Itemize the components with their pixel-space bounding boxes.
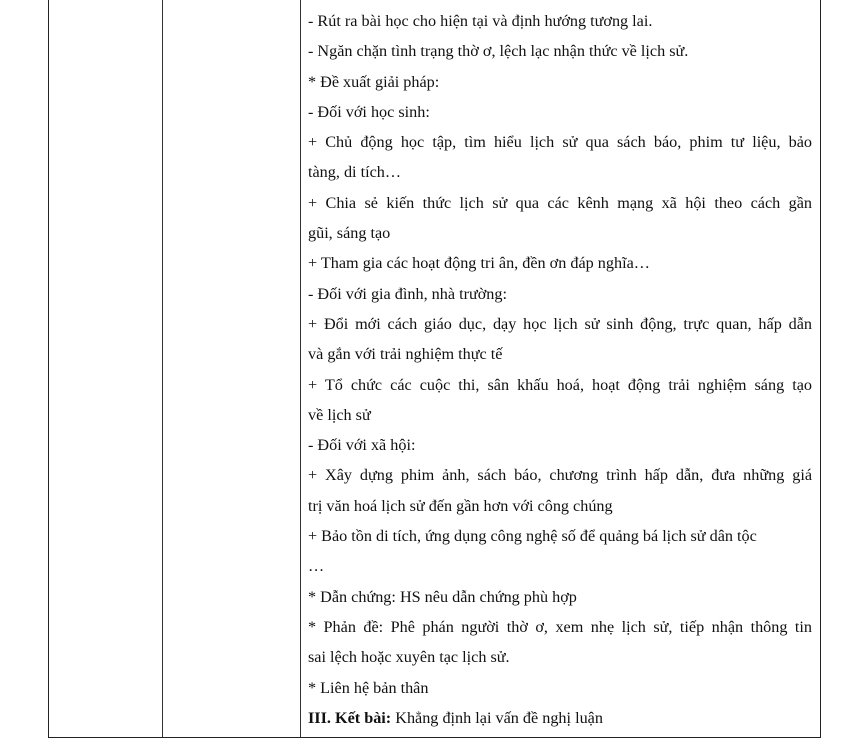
text-line: gũi, sáng tạo <box>308 224 391 243</box>
text-line: * Phản đề: Phê phán người thờ ơ, xem nhẹ lịch sử, tiếp nhận thông tin <box>308 617 812 636</box>
text-line: - Đối với xã hội: <box>308 436 416 455</box>
text-line: + Tham gia các hoạt động tri ân, đền ơn đáp nghĩa… <box>308 254 650 273</box>
text-line: + Tổ chức các cuộc thi, sân khấu hoá, hoạt động trải nghiệm sáng tạo <box>308 375 812 394</box>
text-line: và gắn với trải nghiệm thực tế <box>308 345 503 364</box>
text-line: … <box>308 557 325 576</box>
text-line: tàng, di tích… <box>308 163 402 182</box>
text-line: về lịch sử <box>308 405 371 424</box>
text-line: + Đổi mới cách giáo dục, dạy học lịch sử sinh động, trực quan, hấp dẫn <box>308 314 812 333</box>
text-line: * Đề xuất giải pháp: <box>308 72 440 91</box>
text-line: + Chủ động học tập, tìm hiểu lịch sử qua sách báo, phim tư liệu, bảo <box>308 133 812 152</box>
text-line: - Đối với học sinh: <box>308 102 430 121</box>
text-line: * Liên hệ bản thân <box>308 678 429 697</box>
conclusion-label: III. Kết bài: <box>308 708 392 727</box>
text-line: - Rút ra bài học cho hiện tại và định hướng tương lai. <box>308 12 653 30</box>
text-line: * Dẫn chứng: HS nêu dẫn chứng phù hợp <box>308 587 577 606</box>
text-line: + Chia sẻ kiến thức lịch sử qua các kênh mạng xã hội theo cách gần <box>308 193 812 212</box>
text-line: - Đối với gia đình, nhà trường: <box>308 284 507 303</box>
text-line: sai lệch hoặc xuyên tạc lịch sử. <box>308 648 510 667</box>
conclusion-line <box>308 703 812 733</box>
answer-content <box>308 6 812 733</box>
text-line: trị văn hoá lịch sử đến gần hơn với công chúng <box>308 496 613 515</box>
text-line: - Ngăn chặn tình trạng thờ ơ, lệch lạc nhận thức về lịch sử. <box>308 42 689 61</box>
conclusion-text: Khẳng định lại vấn đề nghị luận <box>391 708 603 727</box>
text-line: + Bảo tồn di tích, ứng dụng công nghệ số để quảng bá lịch sử dân tộc <box>308 527 757 546</box>
column-divider-1 <box>162 0 163 737</box>
text-line: + Xây dựng phim ảnh, sách báo, chương trình hấp dẫn, đưa những giá <box>308 466 812 485</box>
column-divider-2 <box>300 0 301 737</box>
